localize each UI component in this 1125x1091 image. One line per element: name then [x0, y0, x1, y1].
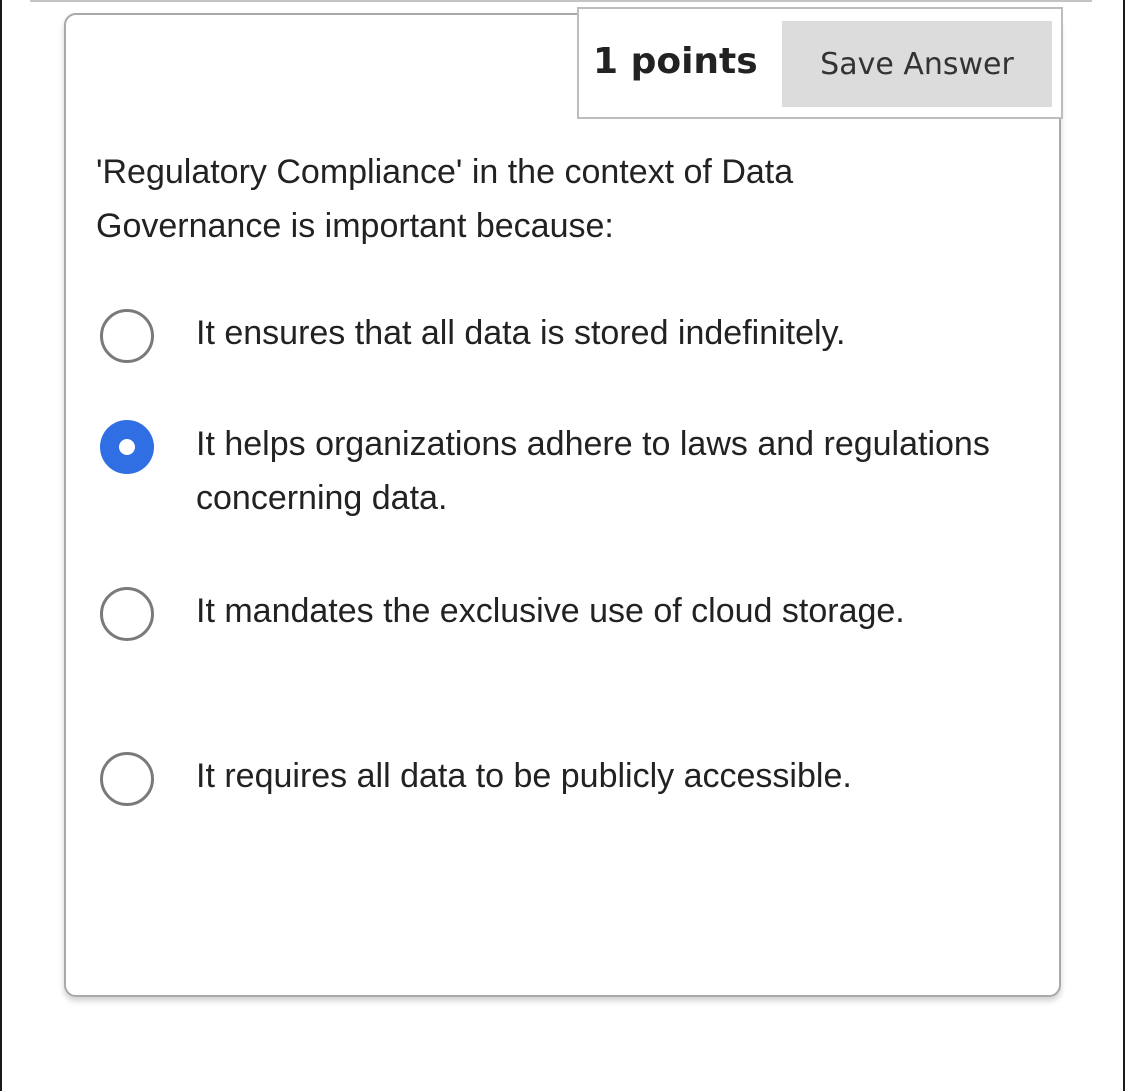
option-label[interactable]: It requires all data to be publicly accessible. [196, 757, 852, 795]
question-header [577, 7, 1063, 119]
question-text: 'Regulatory Compliance' in the context of Data Governance is important because: [96, 153, 794, 245]
option-label[interactable]: It helps organizations adhere to laws and regulations concerning data. [196, 425, 990, 517]
top-divider [30, 0, 1092, 2]
points-label: 1 points [593, 41, 758, 82]
radio-dot [119, 439, 135, 455]
frame-left-edge [0, 0, 2, 1091]
option-label[interactable]: It ensures that all data is stored indefinitely. [196, 314, 846, 352]
radio-button[interactable] [100, 752, 154, 806]
radio-button[interactable] [100, 309, 154, 363]
radio-button-selected[interactable] [100, 420, 154, 474]
radio-button[interactable] [100, 587, 154, 641]
option-label[interactable]: It mandates the exclusive use of cloud storage. [196, 592, 905, 630]
save-answer-button[interactable]: Save Answer [782, 21, 1052, 107]
